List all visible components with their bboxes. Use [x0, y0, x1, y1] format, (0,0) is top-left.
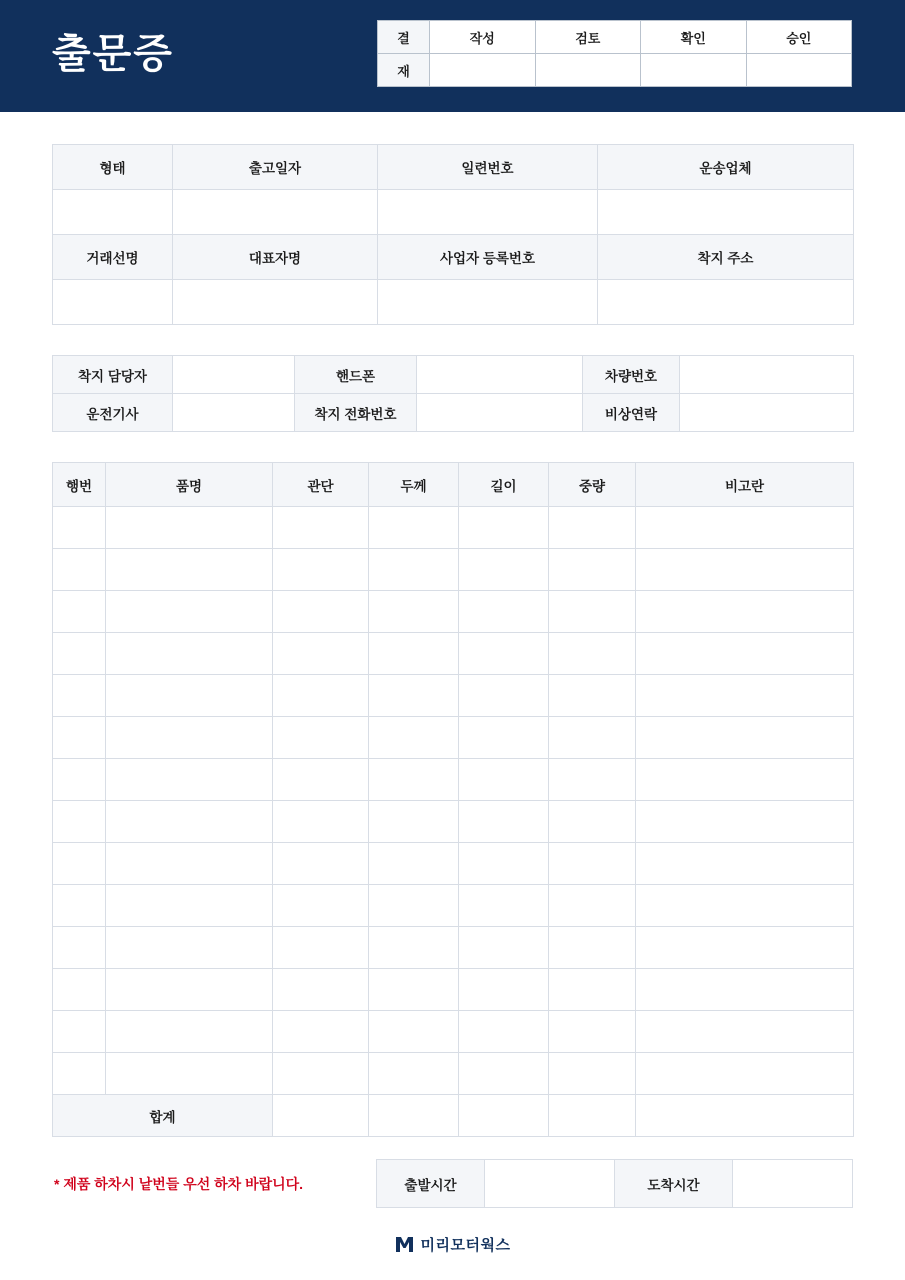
- item-cell-tube-end[interactable]: [273, 969, 369, 1011]
- table-row: [53, 1011, 854, 1053]
- item-cell-remarks[interactable]: [636, 1011, 854, 1053]
- shipment-info-table: [52, 144, 854, 325]
- items-column-length: 길이: [459, 463, 549, 507]
- info-header-row-2: [53, 235, 854, 280]
- approval-column-review: 검토: [535, 21, 641, 54]
- arrive-time-value[interactable]: [733, 1160, 853, 1208]
- approval-label-line-1: 결: [378, 21, 430, 54]
- item-cell-thickness[interactable]: [369, 591, 459, 633]
- item-cell-thickness[interactable]: [369, 759, 459, 801]
- contact-label-destination-phone: 착지 전화번호: [295, 394, 417, 432]
- contact-value-driver[interactable]: [173, 394, 295, 432]
- item-cell-item-name[interactable]: [106, 1053, 273, 1095]
- item-cell-item-name[interactable]: [106, 507, 273, 549]
- table-row: [53, 1053, 854, 1095]
- contact-info-table: [52, 355, 854, 432]
- items-total-thickness[interactable]: [369, 1095, 459, 1137]
- item-cell-tube-end[interactable]: [273, 675, 369, 717]
- item-cell-item-name[interactable]: [106, 591, 273, 633]
- item-cell-weight[interactable]: [549, 1053, 636, 1095]
- items-column-remarks: 비고란: [636, 463, 854, 507]
- item-cell-length[interactable]: [459, 507, 549, 549]
- item-cell-row-no[interactable]: [53, 1011, 106, 1053]
- table-row: [53, 969, 854, 1011]
- item-cell-item-name[interactable]: [106, 843, 273, 885]
- item-cell-remarks[interactable]: [636, 969, 854, 1011]
- item-cell-tube-end[interactable]: [273, 759, 369, 801]
- table-row: [53, 549, 854, 591]
- item-cell-item-name[interactable]: [106, 549, 273, 591]
- item-cell-weight[interactable]: [549, 675, 636, 717]
- item-cell-item-name[interactable]: [106, 717, 273, 759]
- item-cell-remarks[interactable]: [636, 507, 854, 549]
- table-row: [53, 633, 854, 675]
- item-cell-row-no[interactable]: [53, 717, 106, 759]
- table-row: [53, 717, 854, 759]
- document-header-band: [0, 0, 905, 112]
- info-value-destination-address[interactable]: [598, 280, 854, 325]
- contact-value-destination-phone[interactable]: [417, 394, 583, 432]
- time-table: [376, 1159, 853, 1208]
- item-cell-item-name[interactable]: [106, 801, 273, 843]
- item-cell-remarks[interactable]: [636, 1053, 854, 1095]
- item-cell-row-no[interactable]: [53, 675, 106, 717]
- item-cell-item-name[interactable]: [106, 1011, 273, 1053]
- brand-name: 미리모터웍스: [420, 1237, 511, 1254]
- item-cell-tube-end[interactable]: [273, 591, 369, 633]
- contact-row: [53, 356, 854, 394]
- info-header-customer-name: 거래선명: [53, 235, 173, 280]
- item-cell-thickness[interactable]: [369, 549, 459, 591]
- item-cell-item-name[interactable]: [106, 675, 273, 717]
- approval-column-approve: 승인: [746, 21, 852, 54]
- info-header-ship-date: 출고일자: [173, 145, 378, 190]
- item-cell-item-name[interactable]: [106, 885, 273, 927]
- item-cell-tube-end[interactable]: [273, 1053, 369, 1095]
- table-row: [53, 927, 854, 969]
- item-cell-item-name[interactable]: [106, 927, 273, 969]
- item-cell-thickness[interactable]: [369, 1053, 459, 1095]
- item-cell-remarks[interactable]: [636, 801, 854, 843]
- item-cell-length[interactable]: [459, 1053, 549, 1095]
- items-total-length[interactable]: [459, 1095, 549, 1137]
- item-cell-length[interactable]: [459, 885, 549, 927]
- contact-label-driver: 운전기사: [53, 394, 173, 432]
- item-cell-row-no[interactable]: [53, 927, 106, 969]
- item-cell-row-no[interactable]: [53, 885, 106, 927]
- item-cell-length[interactable]: [459, 591, 549, 633]
- depart-time-value[interactable]: [485, 1160, 615, 1208]
- item-cell-remarks[interactable]: [636, 717, 854, 759]
- contact-label-mobile: 핸드폰: [295, 356, 417, 394]
- item-cell-weight[interactable]: [549, 591, 636, 633]
- arrive-time-label: 도착시간: [615, 1160, 733, 1208]
- items-column-row-no: 행번: [53, 463, 106, 507]
- item-cell-row-no[interactable]: [53, 1053, 106, 1095]
- table-row: [53, 507, 854, 549]
- item-cell-weight[interactable]: [549, 549, 636, 591]
- items-total-row: [53, 1095, 854, 1137]
- item-cell-tube-end[interactable]: [273, 633, 369, 675]
- contact-value-vehicle-number[interactable]: [680, 356, 854, 394]
- items-header-row: [53, 463, 854, 507]
- item-cell-row-no[interactable]: [53, 591, 106, 633]
- item-cell-weight[interactable]: [549, 717, 636, 759]
- approval-label-line-2: 재: [378, 54, 430, 87]
- table-row: [53, 675, 854, 717]
- item-cell-item-name[interactable]: [106, 969, 273, 1011]
- item-cell-row-no[interactable]: [53, 843, 106, 885]
- item-cell-row-no[interactable]: [53, 969, 106, 1011]
- item-cell-length[interactable]: [459, 1011, 549, 1053]
- item-cell-length[interactable]: [459, 969, 549, 1011]
- item-cell-length[interactable]: [459, 549, 549, 591]
- approval-column-draft: 작성: [430, 21, 536, 54]
- info-header-row-1: [53, 145, 854, 190]
- info-header-serial-number: 일련번호: [378, 145, 598, 190]
- info-header-representative: 대표자명: [173, 235, 378, 280]
- item-cell-length[interactable]: [459, 675, 549, 717]
- info-value-customer-name[interactable]: [53, 280, 173, 325]
- contact-value-emergency-contact[interactable]: [680, 394, 854, 432]
- item-cell-tube-end[interactable]: [273, 843, 369, 885]
- item-cell-tube-end[interactable]: [273, 885, 369, 927]
- info-header-business-number: 사업자 등록번호: [378, 235, 598, 280]
- item-cell-row-no[interactable]: [53, 549, 106, 591]
- item-cell-remarks[interactable]: [636, 675, 854, 717]
- table-row: [53, 843, 854, 885]
- item-cell-thickness[interactable]: [369, 717, 459, 759]
- item-cell-weight[interactable]: [549, 633, 636, 675]
- items-total-tube-end[interactable]: [273, 1095, 369, 1137]
- table-row: [53, 885, 854, 927]
- item-cell-thickness[interactable]: [369, 633, 459, 675]
- item-cell-remarks[interactable]: [636, 927, 854, 969]
- brand-footer: [52, 1234, 853, 1255]
- contact-value-mobile[interactable]: [417, 356, 583, 394]
- document-body: [0, 144, 905, 1255]
- item-cell-length[interactable]: [459, 801, 549, 843]
- info-value-row-1: [53, 190, 854, 235]
- approval-value-row: [378, 54, 852, 87]
- item-cell-weight[interactable]: [549, 885, 636, 927]
- item-cell-weight[interactable]: [549, 969, 636, 1011]
- contact-label-vehicle-number: 차량번호: [583, 356, 680, 394]
- info-value-type[interactable]: [53, 190, 173, 235]
- approval-column-confirm: 확인: [641, 21, 747, 54]
- items-column-weight: 중량: [549, 463, 636, 507]
- time-row: [377, 1160, 853, 1208]
- item-cell-thickness[interactable]: [369, 507, 459, 549]
- item-cell-thickness[interactable]: [369, 675, 459, 717]
- item-cell-tube-end[interactable]: [273, 1011, 369, 1053]
- approval-value-approve[interactable]: [746, 54, 852, 87]
- info-value-serial-number[interactable]: [378, 190, 598, 235]
- items-total-remarks[interactable]: [636, 1095, 854, 1137]
- item-cell-item-name[interactable]: [106, 759, 273, 801]
- item-cell-remarks[interactable]: [636, 633, 854, 675]
- item-cell-row-no[interactable]: [53, 759, 106, 801]
- items-column-thickness: 두께: [369, 463, 459, 507]
- contact-value-destination-manager[interactable]: [173, 356, 295, 394]
- item-cell-length[interactable]: [459, 843, 549, 885]
- item-cell-row-no[interactable]: [53, 507, 106, 549]
- item-cell-remarks[interactable]: [636, 591, 854, 633]
- approval-value-review[interactable]: [535, 54, 641, 87]
- item-cell-length[interactable]: [459, 927, 549, 969]
- table-row: [53, 759, 854, 801]
- items-total-label: 합계: [53, 1095, 273, 1137]
- item-cell-tube-end[interactable]: [273, 549, 369, 591]
- item-cell-thickness[interactable]: [369, 1011, 459, 1053]
- item-cell-weight[interactable]: [549, 927, 636, 969]
- items-total-weight[interactable]: [549, 1095, 636, 1137]
- item-cell-row-no[interactable]: [53, 633, 106, 675]
- item-cell-length[interactable]: [459, 717, 549, 759]
- item-cell-weight[interactable]: [549, 1011, 636, 1053]
- items-column-tube-end: 관단: [273, 463, 369, 507]
- item-cell-item-name[interactable]: [106, 633, 273, 675]
- item-cell-row-no[interactable]: [53, 801, 106, 843]
- item-cell-thickness[interactable]: [369, 843, 459, 885]
- item-cell-thickness[interactable]: [369, 969, 459, 1011]
- item-cell-remarks[interactable]: [636, 759, 854, 801]
- contact-label-emergency-contact: 비상연락: [583, 394, 680, 432]
- items-table: [52, 462, 854, 1137]
- table-row: [53, 591, 854, 633]
- item-cell-remarks[interactable]: [636, 843, 854, 885]
- item-cell-tube-end[interactable]: [273, 717, 369, 759]
- item-cell-length[interactable]: [459, 759, 549, 801]
- info-value-carrier[interactable]: [598, 190, 854, 235]
- item-cell-tube-end[interactable]: [273, 927, 369, 969]
- contact-label-destination-manager: 착지 담당자: [53, 356, 173, 394]
- item-cell-thickness[interactable]: [369, 885, 459, 927]
- footer-row: [52, 1159, 853, 1208]
- info-header-carrier: 운송업체: [598, 145, 854, 190]
- item-cell-thickness[interactable]: [369, 927, 459, 969]
- approval-value-draft[interactable]: [430, 54, 536, 87]
- depart-time-label: 출발시간: [377, 1160, 485, 1208]
- info-value-business-number[interactable]: [378, 280, 598, 325]
- items-column-item-name: 품명: [106, 463, 273, 507]
- info-value-row-2: [53, 280, 854, 325]
- page-title: 출문증: [52, 32, 174, 76]
- item-cell-length[interactable]: [459, 633, 549, 675]
- info-header-destination-address: 착지 주소: [598, 235, 854, 280]
- item-cell-weight[interactable]: [549, 507, 636, 549]
- item-cell-weight[interactable]: [549, 801, 636, 843]
- item-cell-weight[interactable]: [549, 759, 636, 801]
- item-cell-thickness[interactable]: [369, 801, 459, 843]
- table-row: [53, 801, 854, 843]
- item-cell-tube-end[interactable]: [273, 507, 369, 549]
- contact-row: [53, 394, 854, 432]
- item-cell-weight[interactable]: [549, 843, 636, 885]
- approval-header-row: [378, 21, 852, 54]
- info-header-type: 형태: [53, 145, 173, 190]
- item-cell-tube-end[interactable]: [273, 801, 369, 843]
- approval-value-confirm[interactable]: [641, 54, 747, 87]
- unloading-note: * 제품 하차시 낱번들 우선 하차 바랍니다.: [54, 1175, 304, 1192]
- item-cell-remarks[interactable]: [636, 549, 854, 591]
- approval-stamp-table: [377, 20, 852, 87]
- info-value-ship-date[interactable]: [173, 190, 378, 235]
- m-logo-icon: [395, 1236, 414, 1253]
- info-value-representative[interactable]: [173, 280, 378, 325]
- item-cell-remarks[interactable]: [636, 885, 854, 927]
